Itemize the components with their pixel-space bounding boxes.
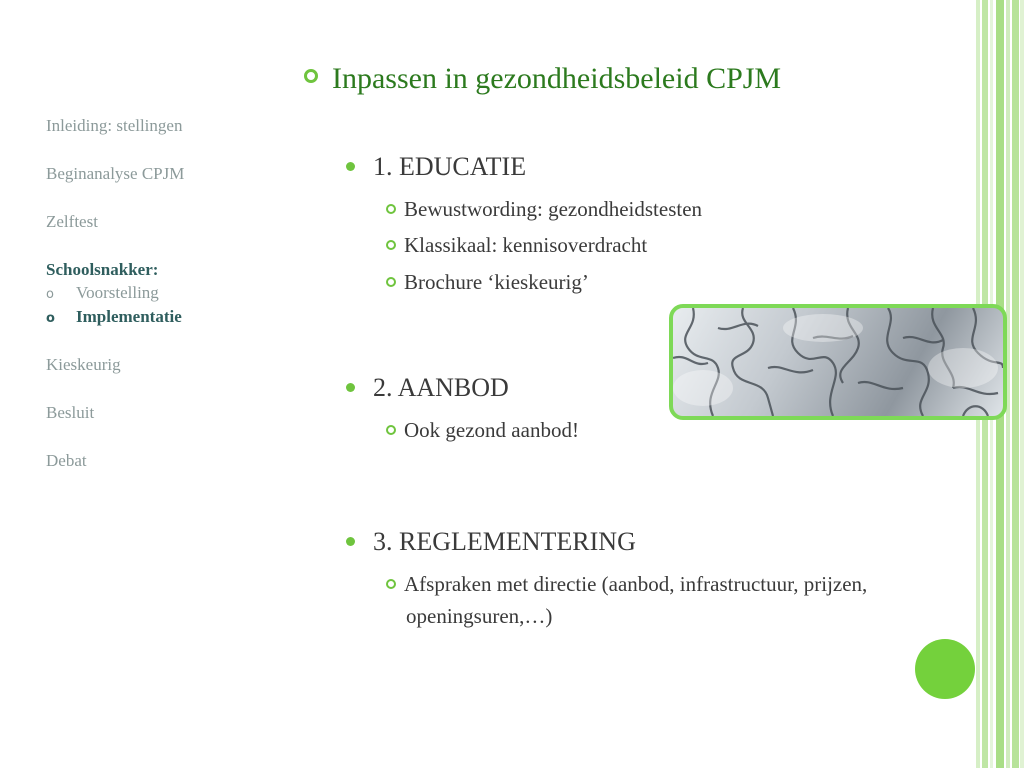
sidebar-subitem-implementatie[interactable]: [46, 307, 182, 327]
ring-bullet-icon: [304, 69, 318, 83]
ring-bullet-icon: [386, 204, 396, 214]
dot-bullet-icon: [346, 537, 355, 546]
puzzle-icon: [673, 308, 1003, 416]
bullet-point-text: Bewustwording: gezondheidstesten: [404, 197, 703, 221]
section-heading: [346, 373, 509, 403]
sidebar-subitem-label: Voorstelling: [76, 283, 159, 302]
sidebar-item-debat[interactable]: Debat: [46, 451, 87, 470]
bullet-point-text: Klassikaal: kennisoverdracht: [404, 233, 648, 257]
sidebar-item-inleiding[interactable]: Inleiding: stellingen: [46, 116, 183, 135]
section-heading-text: 3. REGLEMENTERING: [373, 527, 636, 556]
bullet-point-text: Afspraken met directie (aanbod, infrastructuur, prijzen, openingsuren,…): [404, 572, 868, 628]
bullet-point: [386, 229, 647, 261]
bullet-point-text: Brochure ‘kieskeurig’: [404, 270, 589, 294]
slide-title: Inpassen in gezondheidsbeleid CPJM: [332, 62, 782, 95]
puzzle-pieces-image: [669, 304, 1007, 420]
bullet-point: [386, 193, 702, 225]
bullet-point-text: Ook gezond aanbod!: [404, 418, 579, 442]
dot-bullet-icon: [346, 162, 355, 171]
ring-bullet-icon: [386, 277, 396, 287]
sidebar-subitem-label: Implementatie: [76, 307, 182, 326]
dot-bullet-icon: [346, 383, 355, 392]
sidebar-bullet: o: [46, 311, 55, 326]
section-heading-text: 2. AANBOD: [373, 373, 509, 402]
bullet-point: [386, 414, 579, 446]
sidebar-item-beginanalyse[interactable]: Beginanalyse CPJM: [46, 164, 185, 183]
bullet-point: [386, 266, 589, 298]
section-heading-text: 1. EDUCATIE: [373, 152, 527, 181]
ring-bullet-icon: [386, 240, 396, 250]
section-heading: [346, 527, 636, 557]
ring-bullet-icon: [386, 425, 396, 435]
sidebar-item-kieskeurig[interactable]: Kieskeurig: [46, 355, 121, 374]
ring-bullet-icon: [386, 579, 396, 589]
slide-title-row: [304, 62, 781, 96]
section-heading: [346, 152, 526, 182]
bullet-point: [386, 568, 926, 632]
sidebar-item-schoolsnakker[interactable]: Schoolsnakker:: [46, 260, 159, 279]
sidebar-item-zelftest[interactable]: Zelftest: [46, 212, 98, 231]
sidebar-item-besluit[interactable]: Besluit: [46, 403, 95, 422]
sidebar-bullet: o: [46, 287, 54, 302]
decorative-circle: [915, 639, 975, 699]
sidebar-subitem-voorstelling[interactable]: [46, 283, 159, 303]
